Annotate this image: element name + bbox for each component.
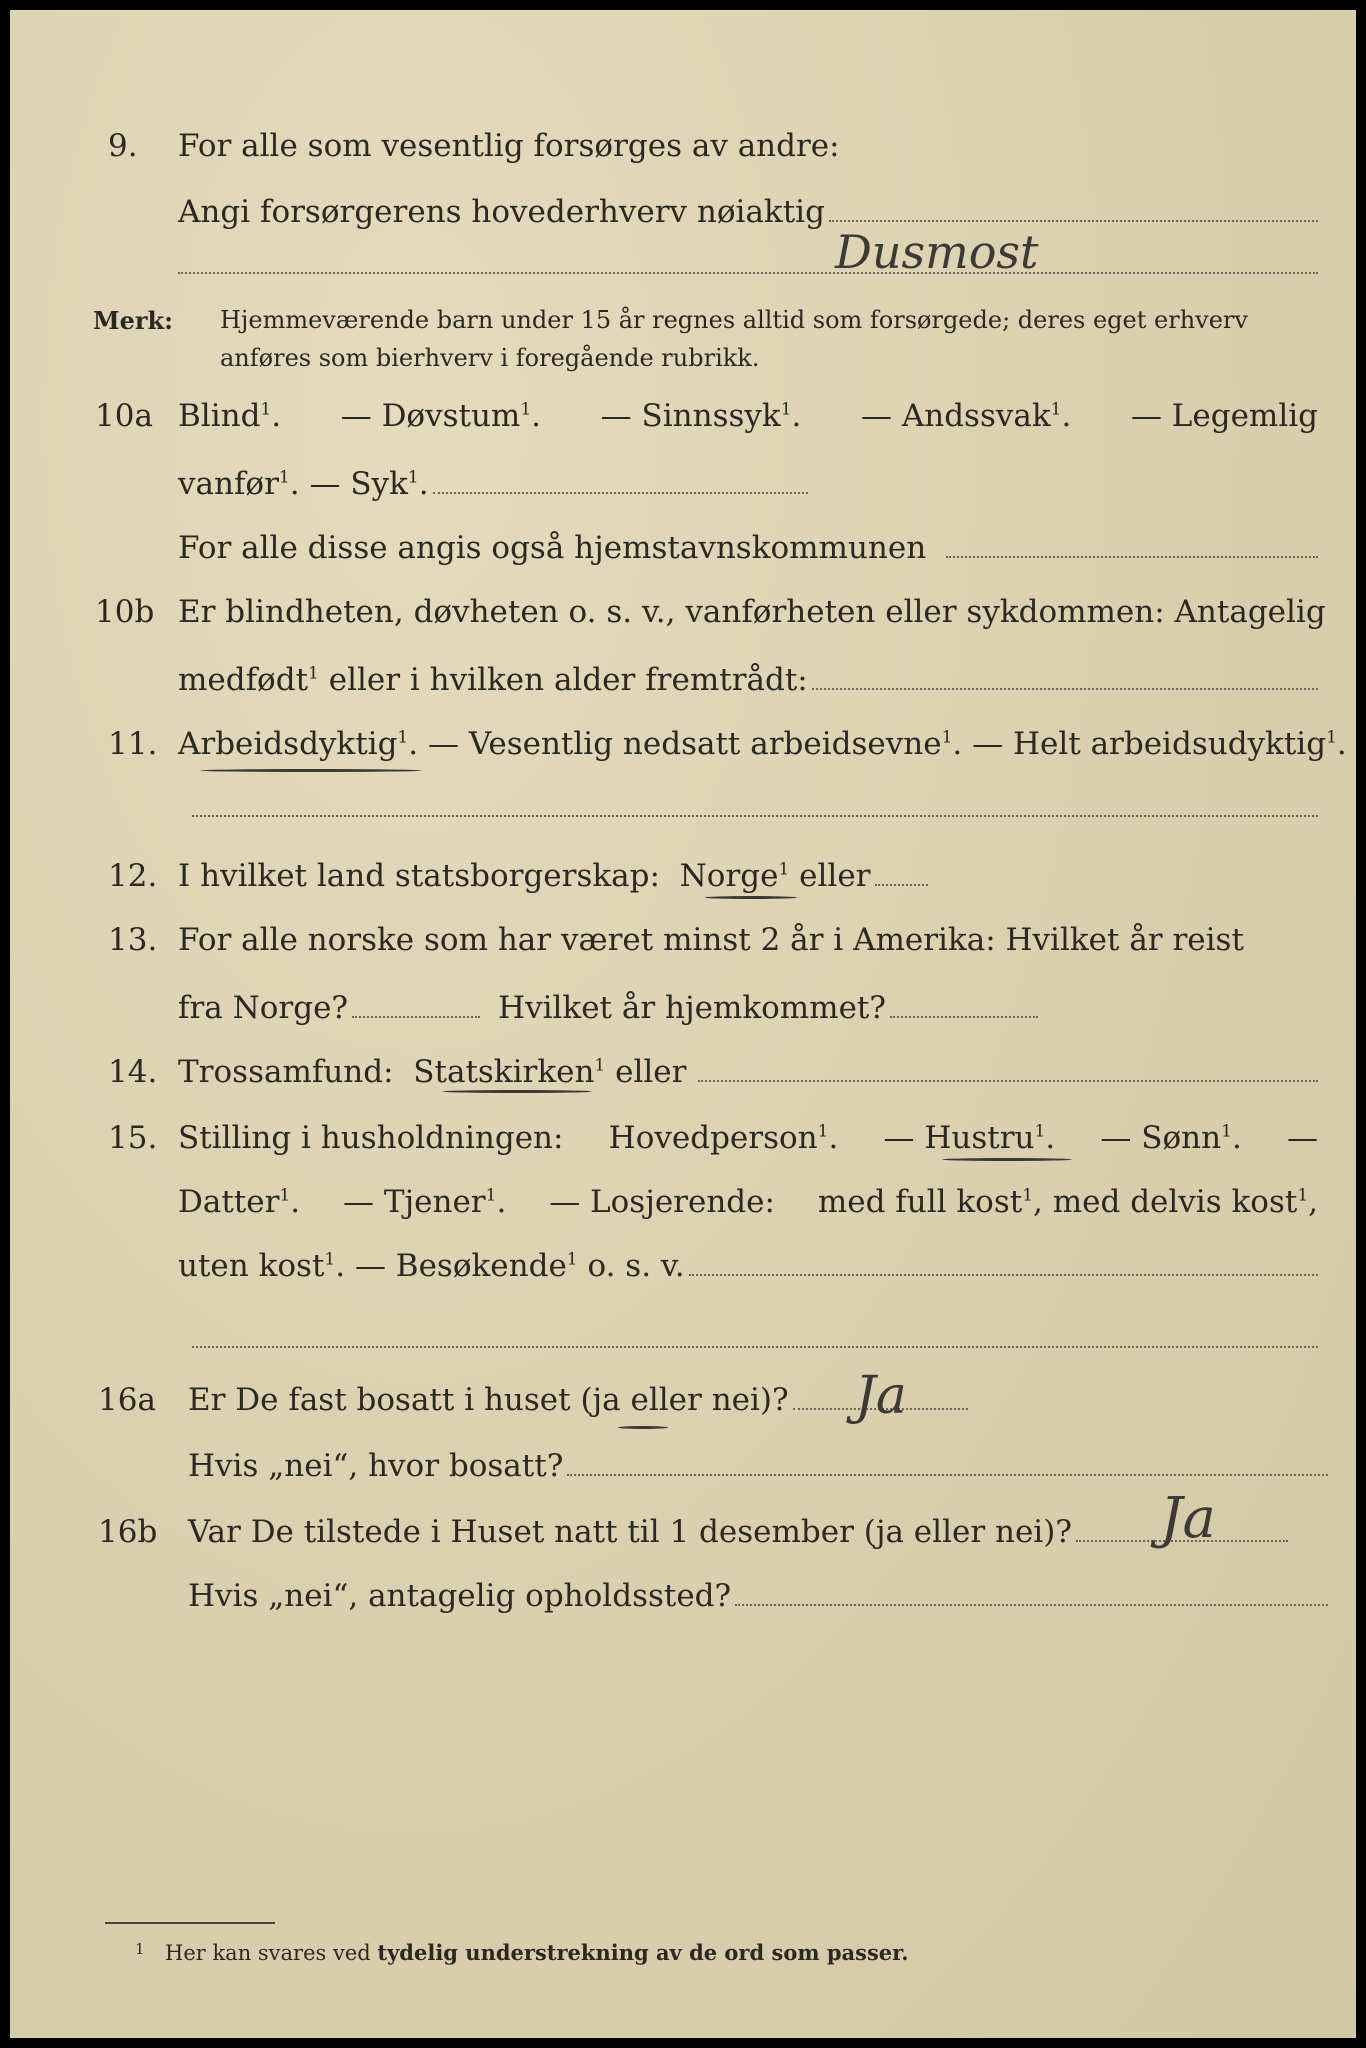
underline-mark <box>705 896 797 899</box>
question-text: eller <box>799 858 871 894</box>
option-full-kost[interactable]: med full kost$^1$, med delvis kost$^1$, <box>817 1184 1318 1220</box>
question-number: 16a <box>98 1382 156 1418</box>
underline-mark <box>618 1426 668 1429</box>
question-13 <box>10 922 1356 962</box>
footnote-mark: 1 <box>135 1940 145 1958</box>
question-16b-line2 <box>10 1578 1356 1618</box>
question-number: 10b <box>95 594 155 630</box>
answer-field[interactable] <box>433 466 808 494</box>
answer-field[interactable] <box>946 530 1318 558</box>
answer-field[interactable] <box>352 990 480 1018</box>
option-sonn[interactable]: — Sønn$^1$. <box>1100 1120 1242 1156</box>
answer-field[interactable] <box>735 1578 1328 1606</box>
option-nedsatt-arbeidsevne[interactable]: — Vesentlig nedsatt arbeidsevne$^1$. <box>427 726 963 762</box>
option-hovedperson[interactable]: Hovedperson$^1$. <box>608 1120 839 1156</box>
question-number: 9. <box>108 128 138 164</box>
question-16a-line2 <box>10 1448 1356 1488</box>
question-9 <box>10 128 1356 168</box>
question-text: Stilling i husholdningen: <box>178 1120 564 1156</box>
option-hustru[interactable]: — Hustru$^1$. <box>883 1120 1056 1156</box>
note-text: anføres som bierhverv i foregående rubrikk. <box>220 344 760 372</box>
question-number: 11. <box>108 726 158 762</box>
question-text: Hvilket år hjemkommet? <box>498 990 887 1026</box>
question-15 <box>10 1120 1356 1160</box>
question-10b <box>10 594 1356 634</box>
answer-field[interactable] <box>829 194 1318 222</box>
footnote-text: Her kan svares ved <box>165 1941 371 1965</box>
question-number: 13. <box>108 922 158 958</box>
underline-mark <box>442 1090 592 1093</box>
answer-field[interactable] <box>689 1248 1318 1276</box>
answer-field[interactable] <box>698 1054 1318 1082</box>
question-11 <box>10 726 1356 766</box>
option-vanfor[interactable]: vanfør$^1$. <box>178 466 300 502</box>
question-text: Hvis „nei“, antagelig opholdssted? <box>188 1578 732 1614</box>
answer-field[interactable] <box>812 662 1318 690</box>
question-text: eller i hvilken alder fremtrådt: <box>328 662 808 698</box>
question-text: eller <box>615 1054 687 1090</box>
option-andssvak[interactable]: — Andssvak$^1$. <box>861 398 1072 434</box>
option-medfodt[interactable]: medfødt$^1$ <box>178 662 319 698</box>
option-syk[interactable]: — Syk$^1$. <box>309 466 429 502</box>
question-text: Angi forsørgerens hovederhverv nøiaktig <box>178 194 825 230</box>
underline-mark <box>942 1158 1072 1161</box>
option-arbeidsudyktig[interactable]: — Helt arbeidsudyktig$^1$. <box>972 726 1347 762</box>
handwritten-answer: Ja <box>1160 1486 1216 1551</box>
question-text: o. s. v. <box>587 1248 685 1284</box>
option-losjerende[interactable]: — Losjerende: <box>549 1184 775 1220</box>
footnote-rule <box>105 1922 275 1924</box>
question-10b-line2 <box>10 662 1356 702</box>
handwritten-answer: Dusmost <box>835 225 1039 279</box>
question-text: Hvis „nei“, hvor bosatt? <box>188 1448 564 1484</box>
question-number: 15. <box>108 1120 158 1156</box>
answer-field[interactable] <box>875 858 929 886</box>
footnote <box>10 1940 1356 1980</box>
question-number: 12. <box>108 858 158 894</box>
question-text: Trossamfund: <box>178 1054 394 1090</box>
option-datter[interactable]: Datter$^1$. <box>178 1184 301 1220</box>
note-text: Hjemmeværende barn under 15 år regnes alltid som forsørgede; deres eget erhverv <box>220 306 1248 334</box>
note-merk <box>10 306 1356 346</box>
question-16b <box>10 1514 1356 1554</box>
footnote-text-bold: tydelig understrekning av de ord som passer. <box>377 1940 909 1965</box>
question-text: Er blindheten, døvheten o. s. v., vanførheten eller sykdommen: Antagelig <box>178 594 1326 630</box>
question-text: Var De tilstede i Huset natt til 1 desember (ja eller nei)? <box>188 1514 1072 1550</box>
question-text: For alle norske som har været minst 2 år i Amerika: Hvilket år reist <box>178 922 1244 958</box>
question-9-line2 <box>10 194 1356 234</box>
note-label: Merk: <box>93 306 173 335</box>
option-legemlig[interactable]: — Legemlig <box>1130 398 1318 434</box>
option-besokende[interactable]: — Besøkende$^1$ <box>354 1248 578 1284</box>
question-text: I hvilket land statsborgerskap: <box>178 858 660 894</box>
option-arbeidsdyktig[interactable]: Arbeidsdyktig$^1$. <box>178 726 419 762</box>
answer-field[interactable] <box>890 990 1038 1018</box>
question-10a-line2 <box>10 466 1356 506</box>
question-text: Er De fast bosatt i huset (ja eller nei)? <box>188 1382 789 1418</box>
underline-mark <box>200 769 422 772</box>
question-16a <box>10 1382 1356 1422</box>
option-uten-kost[interactable]: uten kost$^1$. <box>178 1248 346 1284</box>
option-sinnssyk[interactable]: — Sinnssyk$^1$. <box>600 398 802 434</box>
handwritten-answer: Ja <box>855 1366 907 1426</box>
option-blind[interactable]: Blind$^1$. <box>178 398 282 434</box>
question-text: For alle disse angis også hjemstavnskommunen <box>178 530 927 566</box>
option-dovstum[interactable]: — Døvstum$^1$. <box>340 398 542 434</box>
option-statskirken[interactable]: Statskirken$^1$ <box>413 1054 606 1090</box>
option-norge[interactable]: Norge$^1$ <box>679 858 790 894</box>
question-number: 10a <box>95 398 153 434</box>
separator-dash: — <box>1287 1120 1318 1156</box>
question-10a-line3 <box>10 530 1356 570</box>
question-text: For alle som vesentlig forsørges av andre: <box>178 128 840 164</box>
question-12 <box>10 858 1356 898</box>
census-form-page <box>10 10 1356 2038</box>
question-number: 16b <box>98 1514 158 1550</box>
question-10a <box>10 398 1356 438</box>
question-15-line2 <box>10 1184 1356 1224</box>
answer-line[interactable] <box>192 1346 1318 1348</box>
option-tjener[interactable]: — Tjener$^1$. <box>343 1184 507 1220</box>
question-14 <box>10 1054 1356 1094</box>
question-text: fra Norge? <box>178 990 349 1026</box>
question-13-line2 <box>10 990 1356 1030</box>
note-merk-line2 <box>10 344 1356 384</box>
question-15-line3 <box>10 1248 1356 1288</box>
question-number: 14. <box>108 1054 158 1090</box>
answer-line[interactable] <box>178 272 1318 274</box>
answer-line[interactable] <box>192 815 1318 817</box>
answer-field[interactable] <box>567 1448 1328 1476</box>
